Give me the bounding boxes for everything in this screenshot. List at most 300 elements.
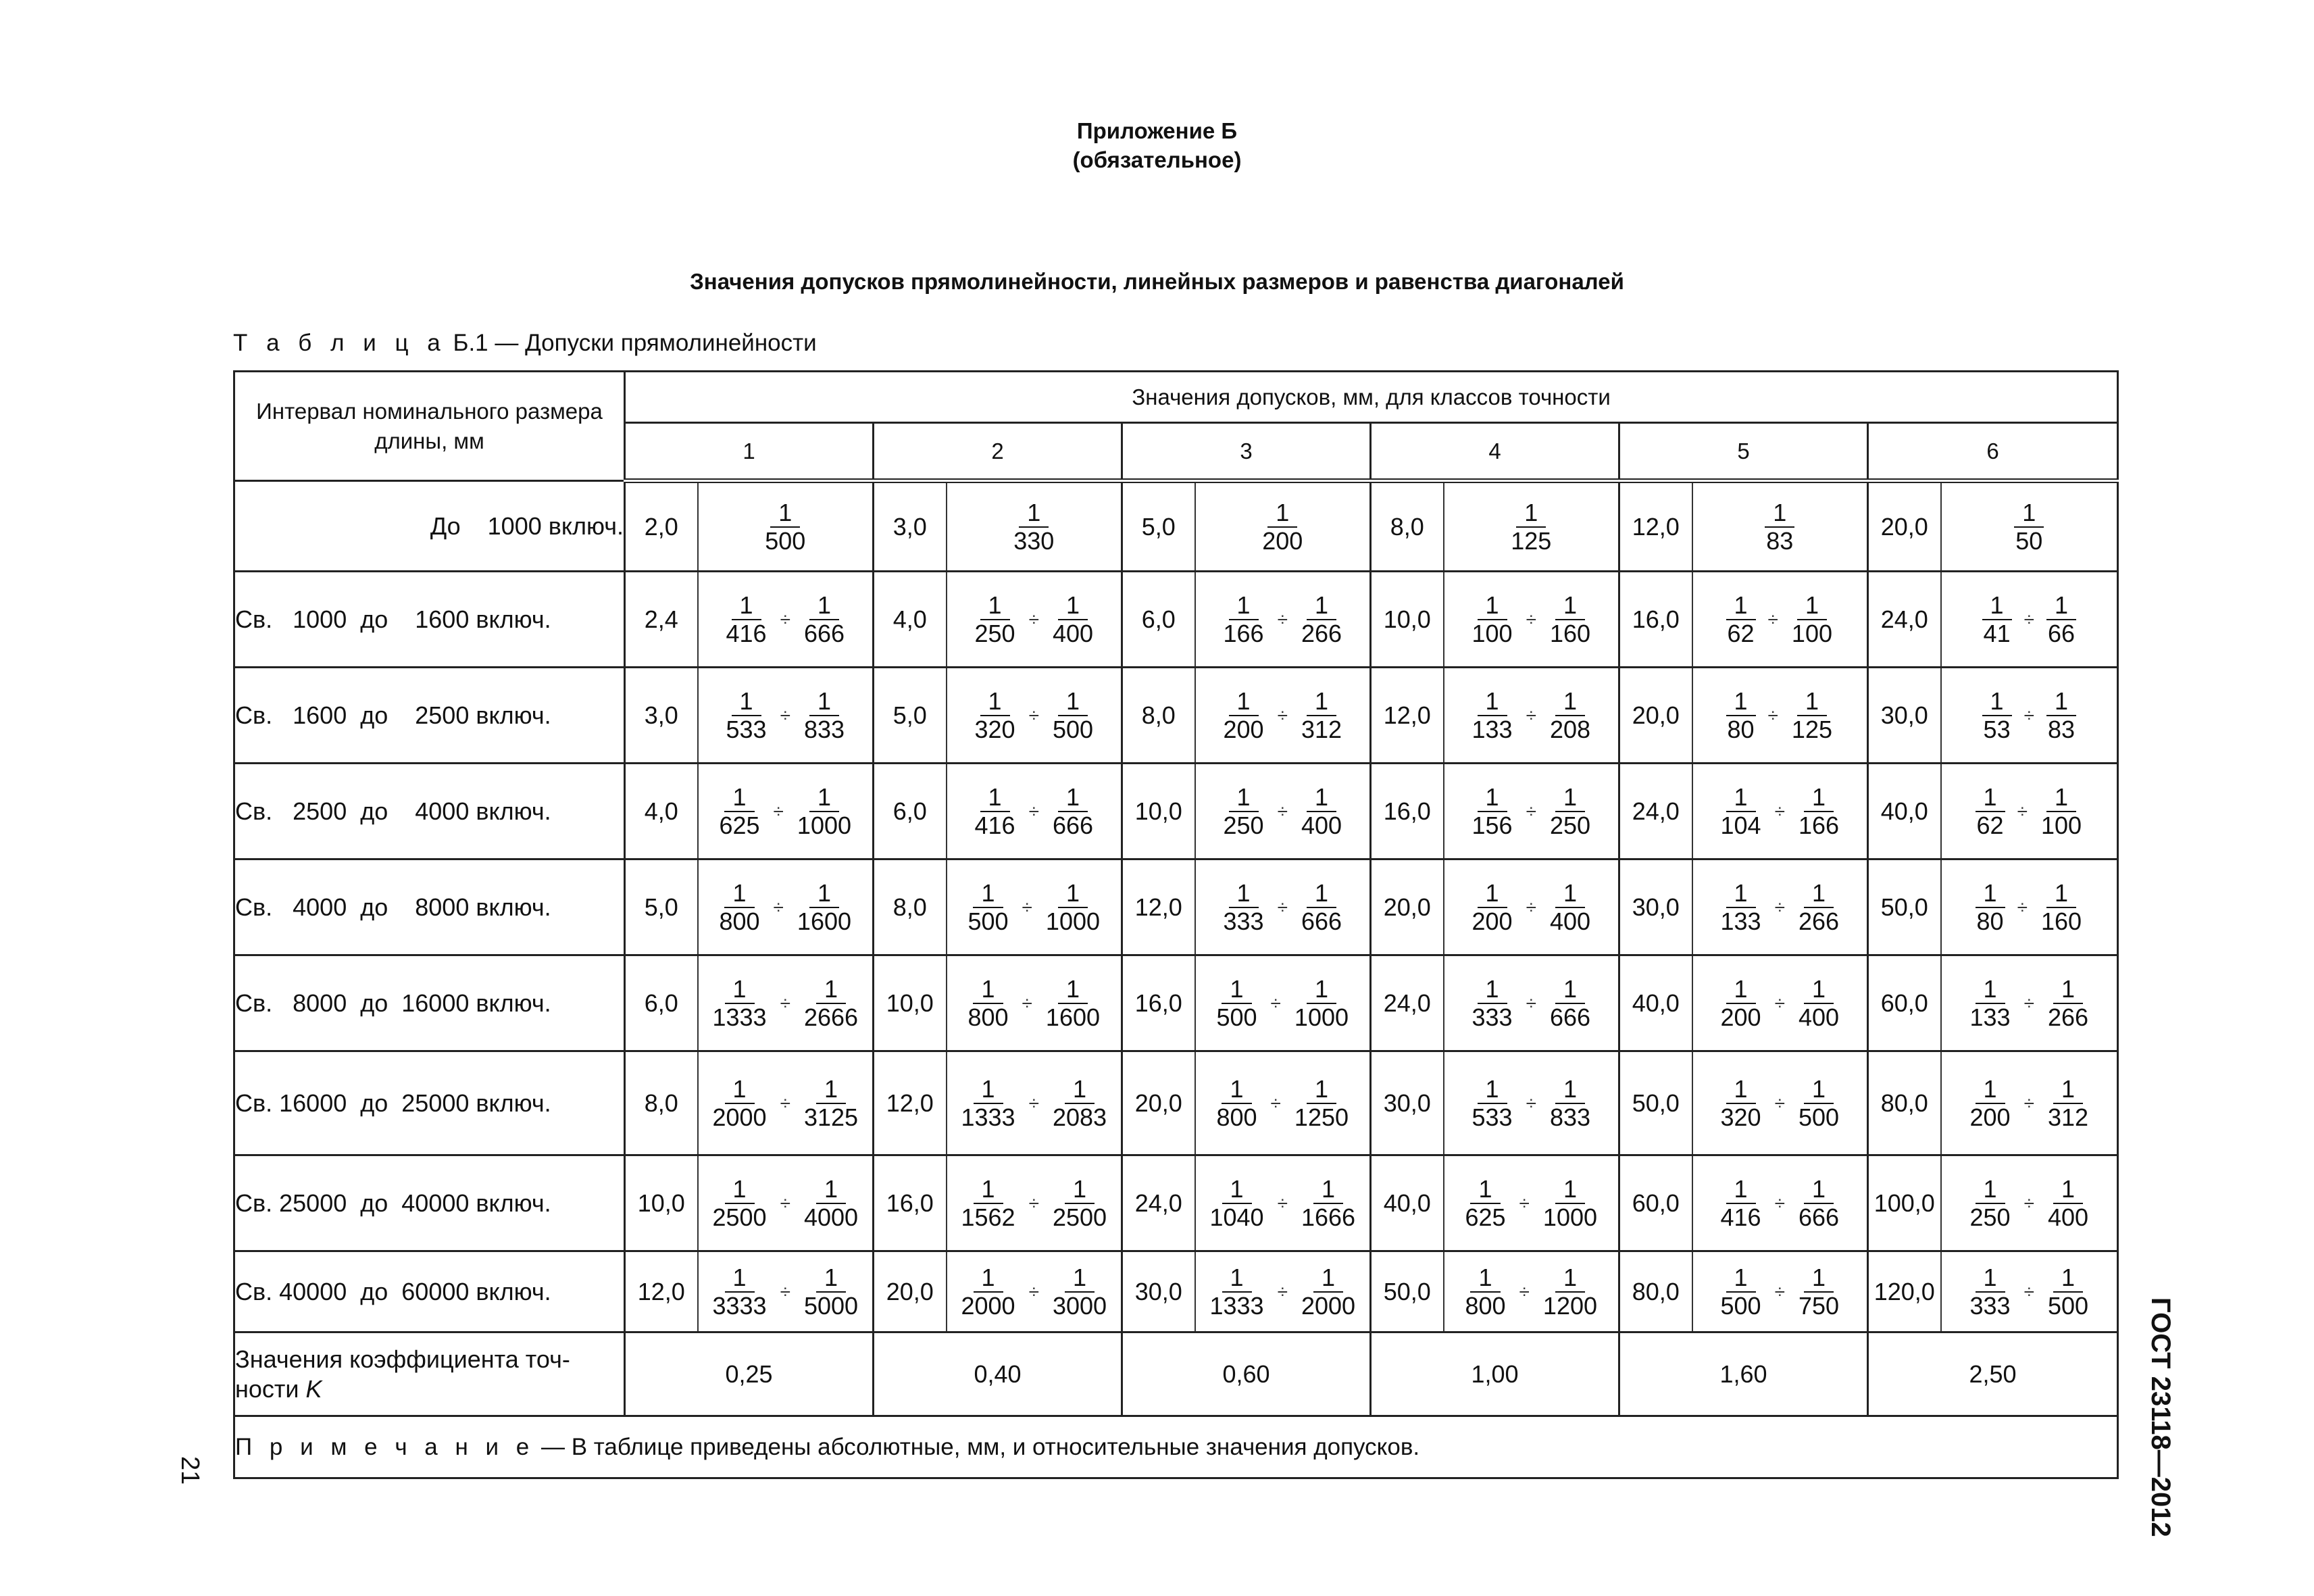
fraction: [1045, 784, 1101, 839]
range-divide-symbol: ÷: [780, 608, 790, 630]
class-header-5: 5: [1619, 423, 1868, 481]
fraction: [1542, 784, 1599, 839]
absolute-tolerance: 12,0: [1122, 859, 1195, 955]
fraction-denominator: 333: [1223, 907, 1264, 935]
fraction: [704, 976, 774, 1030]
relative-tolerance: [1692, 572, 1868, 668]
relative-tolerance: [1195, 764, 1371, 859]
fraction-numerator: 1: [1065, 1176, 1095, 1204]
table-note: [234, 1416, 2118, 1478]
fraction-denominator: 100: [1791, 619, 1832, 647]
fraction-denominator: 833: [803, 715, 845, 743]
fraction-numerator: 1: [980, 784, 1010, 812]
range-divide-symbol: ÷: [1028, 704, 1039, 726]
absolute-tolerance: 50,0: [1619, 1051, 1692, 1155]
relative-tolerance: [1444, 955, 1619, 1051]
fraction: [1038, 976, 1108, 1030]
fraction-denominator: 1200: [1542, 1291, 1598, 1320]
table-caption-prefix: Т а б л и ц а: [233, 330, 447, 356]
fraction: [1719, 592, 1763, 647]
coefficient-value: 1,00: [1371, 1332, 1619, 1416]
fraction-denominator: 200: [1223, 715, 1264, 743]
fraction: [959, 976, 1016, 1030]
absolute-tolerance: 4,0: [874, 572, 947, 668]
fraction: [2040, 1176, 2096, 1230]
fraction-numerator: 1: [2046, 688, 2076, 716]
fraction-numerator: 1: [1222, 976, 1251, 1004]
absolute-tolerance: 30,0: [1868, 668, 1941, 764]
fraction-numerator: 1: [2053, 1076, 2083, 1104]
relative-tolerance: [1692, 668, 1868, 764]
fraction-numerator: 1: [816, 1264, 846, 1293]
fraction-denominator: 500: [967, 907, 1009, 935]
range-divide-symbol: ÷: [2023, 992, 2034, 1014]
fraction: [959, 880, 1016, 934]
range-divide-symbol: ÷: [1767, 608, 1778, 630]
fraction-denominator: 125: [1791, 715, 1832, 743]
fraction-denominator: 750: [1798, 1291, 1840, 1320]
range-divide-symbol: ÷: [1526, 608, 1536, 630]
range-divide-symbol: ÷: [1028, 1280, 1039, 1302]
fraction-denominator: 200: [1472, 907, 1513, 935]
relative-tolerance: [1941, 1051, 2118, 1155]
range-divide-symbol: ÷: [1277, 1280, 1288, 1302]
fraction: [1005, 499, 1062, 554]
fraction-denominator: 400: [2047, 1203, 2089, 1231]
fraction-numerator: 1: [725, 1264, 755, 1293]
relative-tolerance: [947, 1155, 1122, 1251]
range-divide-symbol: ÷: [773, 800, 784, 822]
fraction-denominator: 666: [803, 619, 845, 647]
absolute-tolerance: 20,0: [1868, 481, 1941, 572]
fraction-denominator: 1040: [1209, 1203, 1264, 1231]
absolute-tolerance: 8,0: [625, 1051, 698, 1155]
absolute-tolerance: 12,0: [874, 1051, 947, 1155]
fraction-denominator: 133: [1969, 1003, 2011, 1031]
fraction-numerator: 1: [1470, 1264, 1500, 1293]
relative-tolerance: [698, 859, 874, 955]
range-divide-symbol: ÷: [1277, 608, 1288, 630]
section-title: Значения допусков прямолинейности, линейных размеров и равенства диагоналей: [690, 269, 1624, 294]
fraction: [2040, 1076, 2096, 1130]
fraction-numerator: 1: [1976, 976, 2005, 1004]
fraction-numerator: 1: [1976, 1264, 2005, 1293]
table-caption-text: Б.1 — Допуски прямолинейности: [453, 330, 817, 356]
absolute-tolerance: 20,0: [874, 1251, 947, 1332]
fraction-denominator: 100: [2040, 811, 2082, 839]
fraction-denominator: 160: [1549, 619, 1591, 647]
fraction-denominator: 1333: [961, 1103, 1015, 1131]
fraction: [1503, 499, 1559, 554]
fraction-numerator: 1: [809, 592, 839, 620]
range-divide-symbol: ÷: [1270, 992, 1281, 1014]
fraction-denominator: 125: [1511, 526, 1552, 555]
relative-tolerance: [1941, 764, 2118, 859]
table-row: [234, 1051, 2118, 1155]
absolute-tolerance: 50,0: [1371, 1251, 1444, 1332]
fraction-denominator: 666: [1549, 1003, 1591, 1031]
relative-tolerance: [947, 668, 1122, 764]
fraction-denominator: 104: [1720, 811, 1761, 839]
fraction-numerator: 1: [1804, 1264, 1834, 1293]
fraction: [1962, 1264, 2019, 1319]
fraction: [796, 592, 853, 647]
relative-tolerance: [947, 955, 1122, 1051]
fraction-denominator: 80: [1727, 715, 1755, 743]
fraction-numerator: 1: [2046, 784, 2076, 812]
fraction-numerator: 1: [1976, 1176, 2005, 1204]
range-divide-symbol: ÷: [1519, 1280, 1530, 1302]
range-divide-symbol: ÷: [1028, 800, 1039, 822]
table-row: [234, 481, 2118, 572]
fraction-denominator: 200: [1720, 1003, 1761, 1031]
fraction-numerator: 1: [816, 976, 846, 1004]
absolute-tolerance: 60,0: [1868, 955, 1941, 1051]
fraction: [711, 784, 768, 839]
fraction: [796, 1176, 866, 1230]
fraction-numerator: 1: [1804, 784, 1834, 812]
fraction: [1045, 1176, 1115, 1230]
fraction: [1712, 976, 1769, 1030]
fraction-numerator: 1: [1804, 880, 1834, 908]
relative-tolerance: [1444, 764, 1619, 859]
fraction-denominator: 320: [974, 715, 1015, 743]
fraction-denominator: 666: [1301, 907, 1342, 935]
fraction: [1790, 1176, 1847, 1230]
fraction: [1962, 1076, 2019, 1130]
fraction: [1962, 976, 2019, 1030]
coefficient-value: 2,50: [1868, 1332, 2118, 1416]
fraction-numerator: 1: [1229, 880, 1259, 908]
fraction: [1463, 1076, 1520, 1130]
fraction: [789, 784, 859, 839]
fraction-denominator: 833: [1549, 1103, 1591, 1131]
range-divide-symbol: ÷: [1277, 896, 1288, 918]
fraction-denominator: 666: [1052, 811, 1094, 839]
fraction-numerator: 1: [1726, 1264, 1756, 1293]
fraction-numerator: 1: [2046, 880, 2076, 908]
fraction-numerator: 1: [2014, 499, 2044, 528]
fraction-numerator: 1: [1222, 1176, 1252, 1204]
range-divide-symbol: ÷: [1526, 1092, 1536, 1114]
range-divide-symbol: ÷: [1277, 704, 1288, 726]
fraction-numerator: 1: [1555, 1176, 1585, 1204]
fraction: [704, 1264, 774, 1319]
fraction-denominator: 1600: [797, 907, 852, 935]
relative-tolerance: [1195, 668, 1371, 764]
interval-cell: Св. 40000 до 60000 включ.: [234, 1251, 625, 1332]
relative-tolerance: [1195, 1155, 1371, 1251]
range-divide-symbol: ÷: [1526, 896, 1536, 918]
relative-tolerance: [1941, 859, 2118, 955]
fraction-denominator: 320: [1720, 1103, 1761, 1131]
absolute-tolerance: 30,0: [1619, 859, 1692, 955]
fraction: [1293, 784, 1350, 839]
fraction-denominator: 208: [1549, 715, 1591, 743]
fraction: [1712, 784, 1769, 839]
relative-tolerance: [1692, 955, 1868, 1051]
fraction-denominator: 800: [1216, 1103, 1257, 1131]
fraction: [718, 592, 774, 647]
fraction-denominator: 62: [1727, 619, 1755, 647]
fraction-denominator: 160: [2040, 907, 2082, 935]
fraction: [2033, 784, 2090, 839]
fraction: [704, 1176, 774, 1230]
fraction: [1215, 784, 1272, 839]
fraction-denominator: 800: [1465, 1291, 1506, 1320]
fraction-denominator: 166: [1798, 811, 1840, 839]
fraction-denominator: 53: [1983, 715, 2011, 743]
fraction-numerator: 1: [1313, 1176, 1343, 1204]
fraction-numerator: 1: [809, 784, 839, 812]
range-divide-symbol: ÷: [1774, 1280, 1785, 1302]
absolute-tolerance: 24,0: [1619, 764, 1692, 859]
fraction-denominator: 250: [1969, 1203, 2011, 1231]
fraction-numerator: 1: [1555, 880, 1585, 908]
fraction-numerator: 1: [1058, 976, 1088, 1004]
fraction-numerator: 1: [980, 688, 1010, 716]
class-header-2: 2: [874, 423, 1122, 481]
fraction-numerator: 1: [725, 976, 755, 1004]
fraction-denominator: 166: [1223, 619, 1264, 647]
relative-tolerance: [1444, 1155, 1619, 1251]
absolute-tolerance: 80,0: [1868, 1051, 1941, 1155]
fraction-denominator: 625: [1465, 1203, 1506, 1231]
absolute-tolerance: 2,0: [625, 481, 698, 572]
note-prefix: П р и м е ч а н и е: [235, 1433, 535, 1460]
fraction: [1045, 592, 1101, 647]
fraction: [2040, 976, 2096, 1030]
fraction-denominator: 400: [1301, 811, 1342, 839]
fraction: [1542, 1076, 1599, 1130]
fraction-numerator: 1: [2053, 976, 2083, 1004]
coefficient-label-line2: ности: [235, 1374, 299, 1403]
fraction: [1201, 1176, 1272, 1230]
fraction: [1969, 880, 2012, 934]
fraction-numerator: 1: [973, 976, 1003, 1004]
fraction-numerator: 1: [725, 1076, 755, 1104]
fraction-numerator: 1: [1555, 1264, 1585, 1293]
range-divide-symbol: ÷: [1774, 800, 1785, 822]
fraction: [1790, 976, 1847, 1030]
absolute-tolerance: 10,0: [625, 1155, 698, 1251]
absolute-tolerance: 5,0: [625, 859, 698, 955]
relative-tolerance: [1941, 955, 2118, 1051]
fraction-denominator: 500: [1798, 1103, 1840, 1131]
fraction-numerator: 1: [2053, 1176, 2083, 1204]
fraction-numerator: 1: [1982, 592, 2012, 620]
table-row: [234, 764, 2118, 859]
fraction-numerator: 1: [1307, 784, 1336, 812]
fraction-numerator: 1: [1478, 784, 1507, 812]
relative-tolerance: [1195, 955, 1371, 1051]
absolute-tolerance: 8,0: [1122, 668, 1195, 764]
interval-cell: До 1000 включ.: [234, 481, 625, 572]
coefficient-value: 0,40: [874, 1332, 1122, 1416]
relative-tolerance: [1195, 1051, 1371, 1155]
fraction-denominator: 1000: [1045, 907, 1101, 935]
fraction-numerator: 1: [1065, 1264, 1095, 1293]
interval-cell: Св. 4000 до 8000 включ.: [234, 859, 625, 955]
relative-tolerance: [1941, 572, 2118, 668]
range-divide-symbol: ÷: [1519, 1192, 1530, 1214]
coefficient-symbol: K: [305, 1374, 322, 1403]
range-divide-symbol: ÷: [2023, 608, 2034, 630]
fraction-numerator: 1: [1478, 592, 1507, 620]
absolute-tolerance: 16,0: [1619, 572, 1692, 668]
fraction-denominator: 62: [1976, 811, 2004, 839]
absolute-tolerance: 10,0: [874, 955, 947, 1051]
fraction: [1542, 592, 1599, 647]
fraction-denominator: 333: [1472, 1003, 1513, 1031]
coefficient-value: 1,60: [1619, 1332, 1868, 1416]
fraction: [1712, 1264, 1769, 1319]
fraction-numerator: 1: [1726, 688, 1756, 716]
fraction-numerator: 1: [732, 688, 761, 716]
fraction: [1784, 688, 1840, 743]
relative-tolerance: [947, 1051, 1122, 1155]
absolute-tolerance: 40,0: [1371, 1155, 1444, 1251]
range-divide-symbol: ÷: [2017, 800, 2028, 822]
fraction-denominator: 66: [2047, 619, 2076, 647]
fraction-numerator: 1: [2046, 592, 2076, 620]
absolute-tolerance: 50,0: [1868, 859, 1941, 955]
fraction: [1215, 592, 1272, 647]
fraction-numerator: 1: [974, 1076, 1003, 1104]
fraction-numerator: 1: [1976, 1076, 2005, 1104]
fraction-denominator: 200: [1969, 1103, 2011, 1131]
relative-tolerance: [1692, 1155, 1868, 1251]
absolute-tolerance: 16,0: [1371, 764, 1444, 859]
fraction-denominator: 2000: [961, 1291, 1015, 1320]
fraction: [1712, 880, 1769, 934]
fraction-numerator: 1: [1797, 592, 1827, 620]
fraction-denominator: 200: [1262, 526, 1303, 555]
fraction-denominator: 416: [726, 619, 767, 647]
relative-tolerance: [1444, 481, 1619, 572]
fraction-denominator: 1000: [1542, 1203, 1598, 1231]
fraction-numerator: 1: [1726, 784, 1756, 812]
table-caption: [233, 330, 817, 357]
range-divide-symbol: ÷: [1526, 704, 1536, 726]
absolute-tolerance: 30,0: [1122, 1251, 1195, 1332]
fraction: [1535, 1264, 1605, 1319]
relative-tolerance: [1195, 1251, 1371, 1332]
fraction: [2040, 1264, 2096, 1319]
fraction: [1201, 1264, 1272, 1319]
fraction-numerator: 1: [1313, 1264, 1343, 1293]
fraction: [1045, 688, 1101, 743]
relative-tolerance: [1444, 668, 1619, 764]
range-divide-symbol: ÷: [1022, 896, 1032, 918]
fraction-numerator: 1: [1478, 688, 1507, 716]
fraction-denominator: 533: [726, 715, 767, 743]
absolute-tolerance: 40,0: [1619, 955, 1692, 1051]
range-divide-symbol: ÷: [1767, 704, 1778, 726]
fraction: [1045, 1264, 1115, 1319]
fraction: [1784, 592, 1840, 647]
range-divide-symbol: ÷: [780, 1192, 790, 1214]
fraction-numerator: 1: [973, 880, 1003, 908]
table-row: [234, 859, 2118, 955]
fraction-denominator: 3125: [803, 1103, 859, 1131]
fraction: [953, 1076, 1023, 1130]
relative-tolerance: [1195, 859, 1371, 955]
fraction: [757, 499, 813, 554]
fraction: [1976, 592, 2019, 647]
fraction: [1293, 1264, 1363, 1319]
fraction-denominator: 416: [1720, 1203, 1761, 1231]
fraction-denominator: 625: [719, 811, 760, 839]
fraction: [1712, 1176, 1769, 1230]
fraction: [1045, 1076, 1115, 1130]
fraction-denominator: 400: [1798, 1003, 1840, 1031]
range-divide-symbol: ÷: [1774, 1192, 1785, 1214]
fraction-numerator: 1: [1478, 976, 1507, 1004]
appendix-title: Приложение Б: [1076, 118, 1238, 143]
fraction: [2040, 688, 2083, 743]
fraction: [1215, 688, 1272, 743]
fraction-numerator: 1: [1804, 1076, 1834, 1104]
fraction-numerator: 1: [1478, 1076, 1507, 1104]
range-divide-symbol: ÷: [1028, 1092, 1039, 1114]
fraction-denominator: 500: [765, 526, 806, 555]
fraction-denominator: 800: [719, 907, 760, 935]
appendix-status: (обязательное): [1072, 147, 1242, 172]
relative-tolerance: [1195, 481, 1371, 572]
fraction-numerator: 1: [1726, 592, 1756, 620]
fraction-denominator: 133: [1472, 715, 1513, 743]
absolute-tolerance: 100,0: [1868, 1155, 1941, 1251]
relative-tolerance: [1444, 1251, 1619, 1332]
absolute-tolerance: 30,0: [1371, 1051, 1444, 1155]
absolute-tolerance: 20,0: [1371, 859, 1444, 955]
interval-cell: Св. 25000 до 40000 включ.: [234, 1155, 625, 1251]
fraction-denominator: 100: [1472, 619, 1513, 647]
fraction-numerator: 1: [1058, 880, 1088, 908]
fraction: [1293, 592, 1350, 647]
fraction: [796, 976, 866, 1030]
fraction: [796, 1076, 866, 1130]
fraction: [1790, 784, 1847, 839]
range-divide-symbol: ÷: [2023, 1092, 2034, 1114]
document-code: ГОСТ 23118—2012: [2146, 1297, 2175, 1537]
fraction: [1463, 880, 1520, 934]
fraction: [796, 1264, 866, 1319]
relative-tolerance: [1941, 1155, 2118, 1251]
fraction: [1463, 784, 1520, 839]
fraction-numerator: 1: [1976, 784, 2005, 812]
absolute-tolerance: 2,4: [625, 572, 698, 668]
fraction: [1457, 1264, 1513, 1319]
fraction-numerator: 1: [1307, 592, 1336, 620]
relative-tolerance: [1444, 1051, 1619, 1155]
fraction-denominator: 1562: [961, 1203, 1015, 1231]
fraction-denominator: 3000: [1052, 1291, 1107, 1320]
fraction: [1542, 688, 1599, 743]
range-divide-symbol: ÷: [1774, 1092, 1785, 1114]
fraction: [1976, 688, 2019, 743]
fraction-numerator: 1: [1555, 1076, 1585, 1104]
relative-tolerance: [1941, 1251, 2118, 1332]
relative-tolerance: [698, 1251, 874, 1332]
fraction-denominator: 2500: [1052, 1203, 1107, 1231]
range-divide-symbol: ÷: [780, 1280, 790, 1302]
absolute-tolerance: 20,0: [1619, 668, 1692, 764]
fraction-numerator: 1: [1982, 688, 2012, 716]
fraction: [789, 880, 859, 934]
fraction-numerator: 1: [1065, 1076, 1095, 1104]
